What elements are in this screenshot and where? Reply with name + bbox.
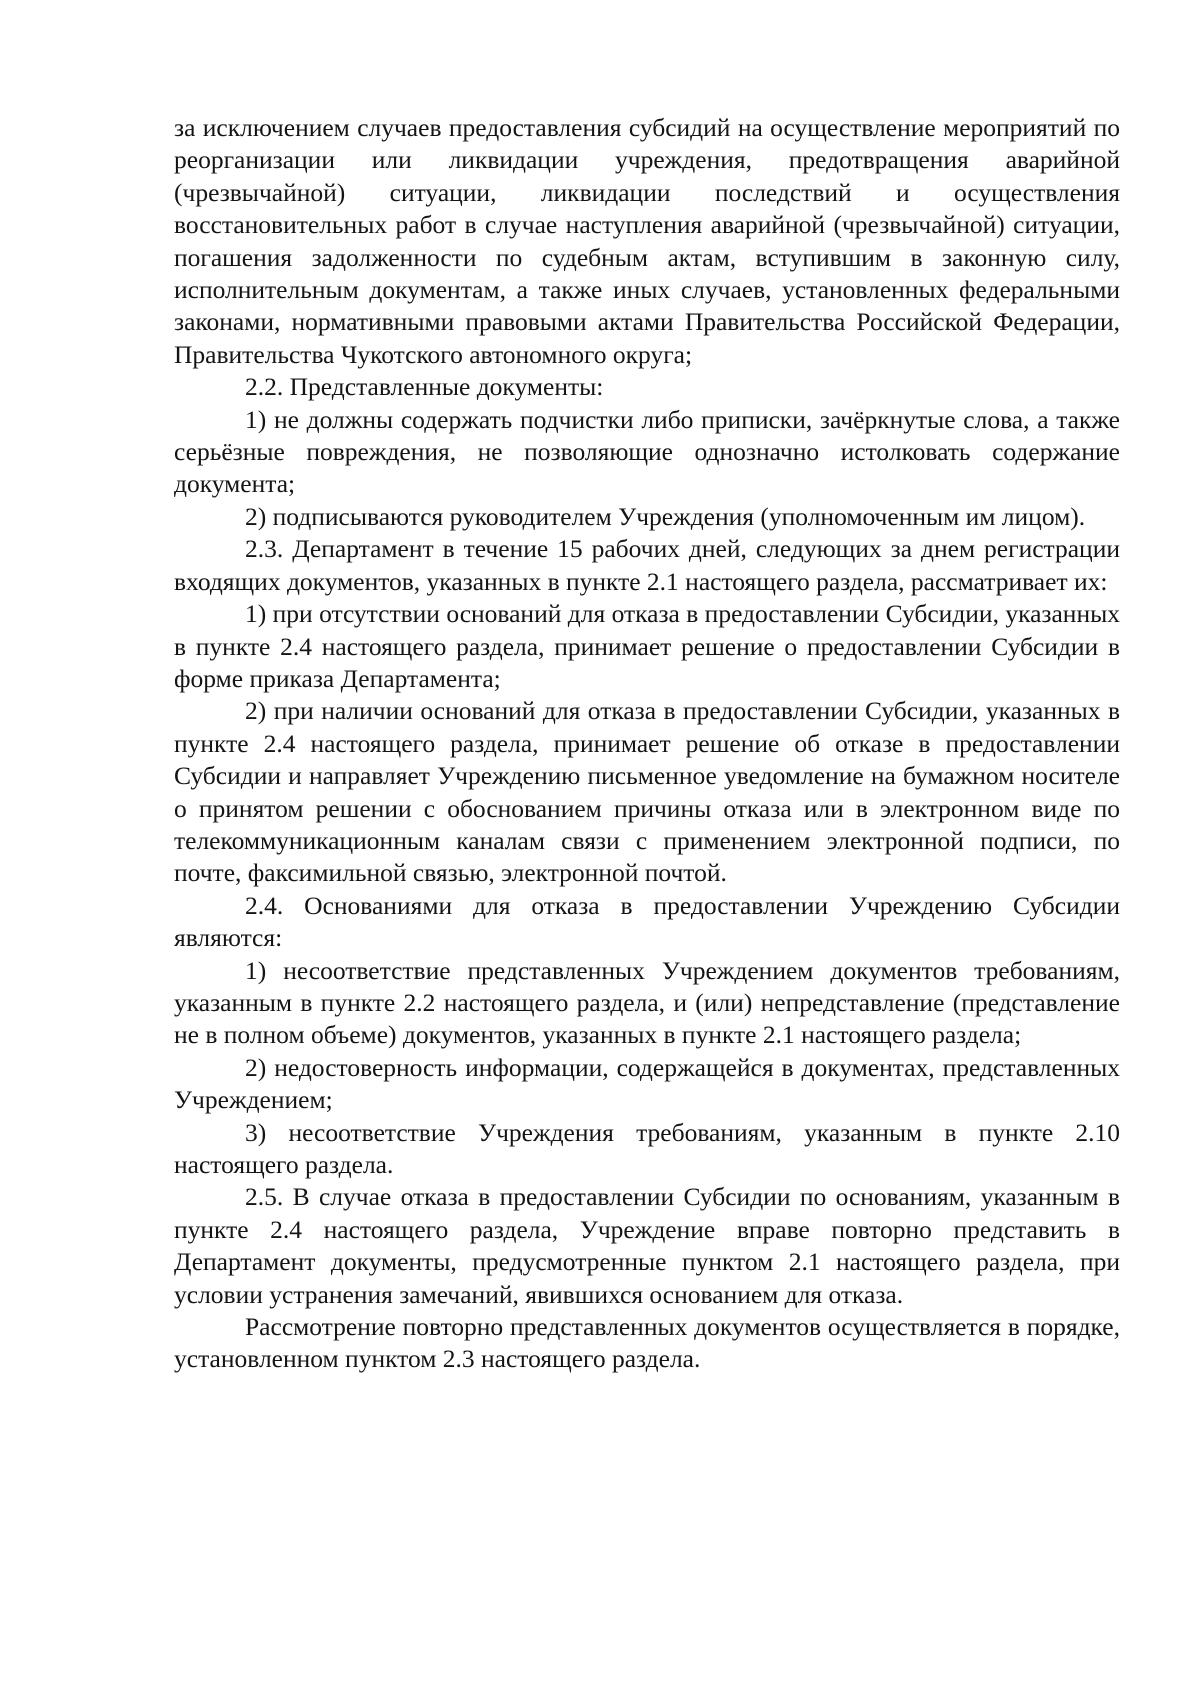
paragraph-2-5-review: Рассмотрение повторно представленных документов осуществляется в порядке, установленном пунктом 2.3 настоящего раздела. [174, 1312, 1120, 1374]
paragraph-2-2-item-1: 1) не должны содержать подчистки либо приписки, зачёркнутые слова, а также серьёзные повреждения, не позволяющие однозначно истолковать содержание документа; [174, 404, 1120, 499]
paragraph-2-2-item-2: 2) подписываются руководителем Учреждения (уполномоченным им лицом). [245, 501, 1086, 531]
paragraph-2-4-item-3: 3) несоответствие Учреждения требованиям, указанным в пункте 2.10 настоящего раздела. [174, 1117, 1120, 1179]
paragraph-2-2-heading: 2.2. Представленные документы: [245, 372, 604, 402]
paragraph-2-3-item-1: 1) при отсутствии оснований для отказа в предоставлении Субсидии, указанных в пункте 2.4 настоящего раздела, принимает решение о предоставлении Субсидии в форме приказа Департамента; [174, 599, 1120, 693]
document-page [174, 112, 1120, 1376]
paragraph-2-5: 2.5. В случае отказа в предоставлении Субсидии по основаниям, указанным в пункте 2.4 настоящего раздела, Учреждение вправе повторно представить в Департамент документы, предусмотренные пунктом 2.1 настоящего раздела, при условии устранения замечаний, явившихся основанием для отказа. [174, 1182, 1120, 1309]
paragraph-2-3: 2.3. Департамент в течение 15 рабочих дней, следующих за днем регистрации входящих документов, указанных в пункте 2.1 настоящего раздела, рассматривает их: [174, 534, 1120, 596]
paragraph-continuation: за исключением случаев предоставления субсидий на осуществление мероприятий по реорганизации или ликвидации учреждения, предотвращения аварийной (чрезвычайной) ситуации, ликвидации последствий и осуществления восстановительных работ в случае наступления аварийной (чрезвычайной) ситуации, погашения задолженности по судебным актам, вступившим в законную силу, исполнительным документам, а также иных случаев, установленных федеральными законами, нормативными правовыми актами Правительства Российской Федерации, Правительства Чукотского автономного округа; [174, 113, 1120, 369]
paragraph-2-4-item-1: 1) несоответствие представленных Учреждением документов требованиям, указанным в пункте 2.2 настоящего раздела, и (или) непредставление (представление не в полном объеме) документов, указанных в пункте 2.1 настоящего раздела; [174, 955, 1120, 1050]
paragraph-2-3-item-2: 2) при наличии оснований для отказа в предоставлении Субсидии, указанных в пункте 2.4 настоящего раздела, принимает решение об отказе в предоставлении Субсидии и направляет Учреждению письменное уведомление на бумажном носителе о принятом решении с обоснованием причины отказа или в электронном виде по телекоммуникационным каналам связи с применением электронной подписи, по почте, факсимильной связью, электронной почтой. [174, 696, 1120, 888]
paragraph-2-4: 2.4. Основаниями для отказа в предоставлении Учреждению Субсидии являются: [174, 890, 1120, 953]
paragraph-2-4-item-2: 2) недостоверность информации, содержащейся в документах, представленных Учреждением; [174, 1052, 1120, 1115]
